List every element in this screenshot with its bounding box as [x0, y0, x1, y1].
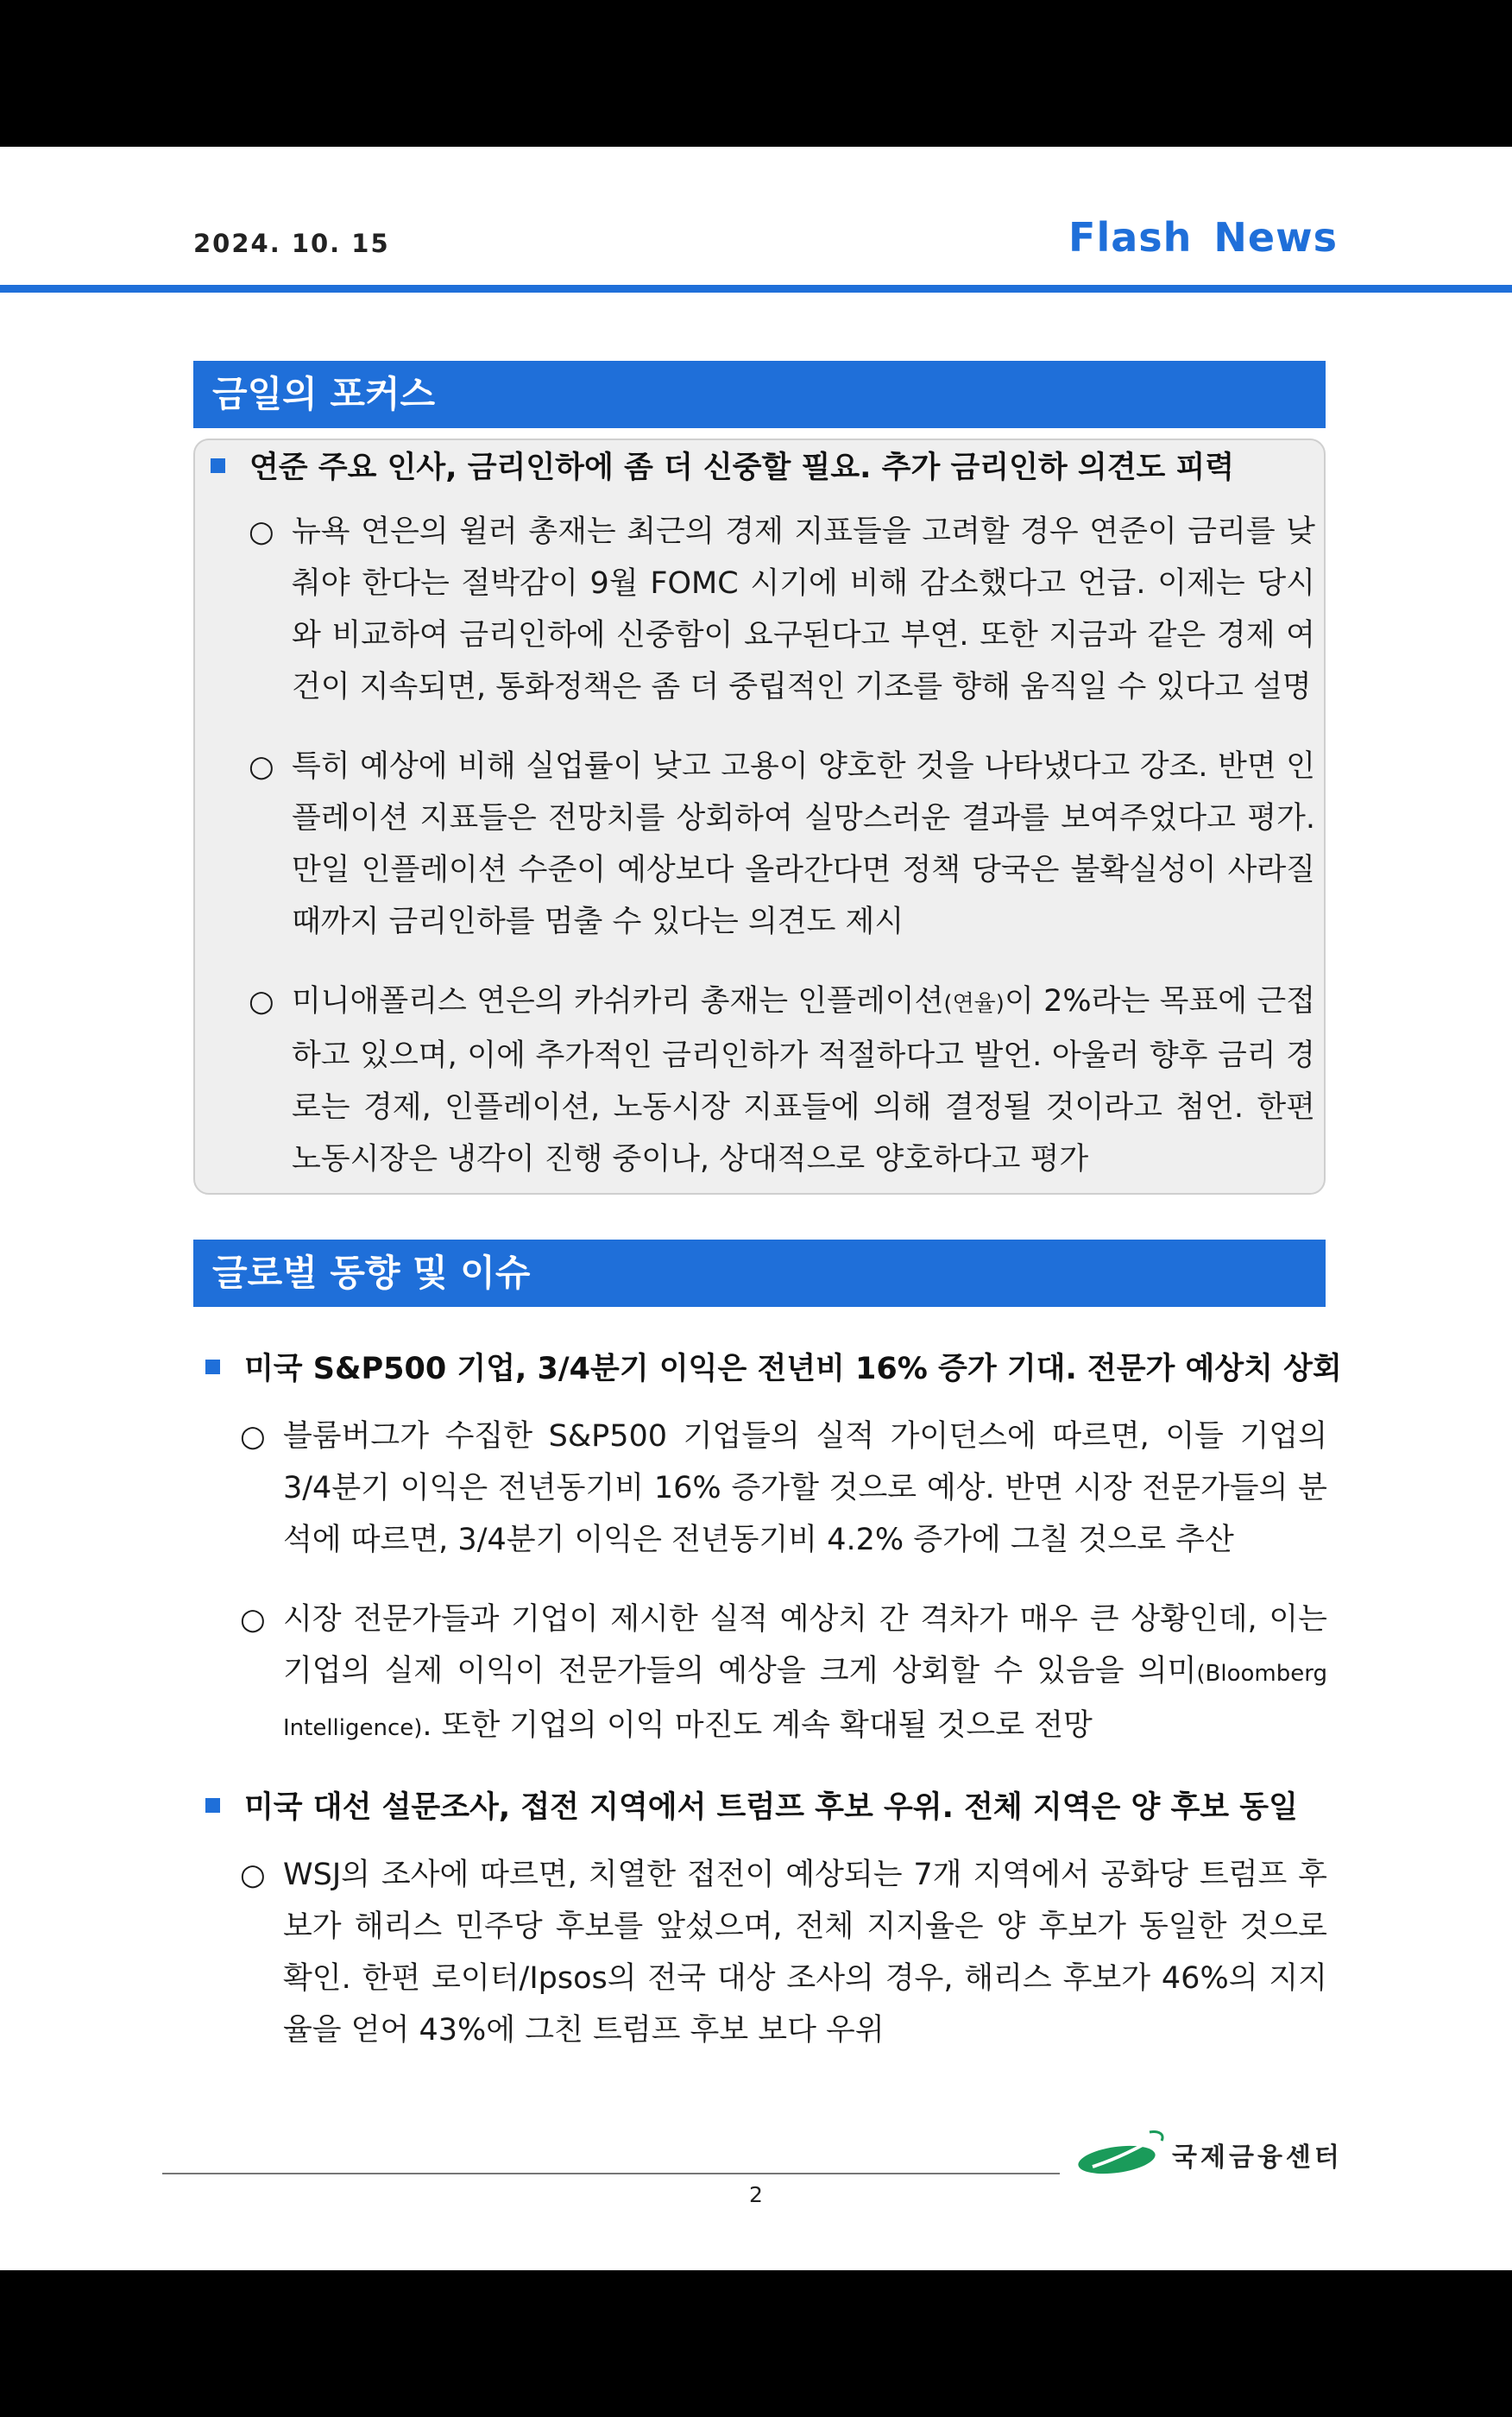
- leaf-logo-icon: [1075, 2129, 1170, 2180]
- section-title-focus: 금일의 포커스: [193, 361, 1326, 428]
- topic-1-bullet-2: ○ 시장 전문가들과 기업이 제시한 실적 예상치 간 격차가 매우 큰 상황인데, 이는 기업의 실제 이익이 전문가들의 예상을 크게 상회할 수 있음을 의미(Bloomberg Intelligence). 또한 기업의 이익 마진도 계속 확대될 것으로 전망: [240, 1593, 1327, 1754]
- circle-bullet-icon: ○: [249, 749, 274, 784]
- footer-rule: [162, 2173, 1060, 2174]
- report-brand: Flash News: [1068, 214, 1338, 261]
- focus-bullet-1: ○ 뉴욕 연은의 윌러 총재는 최근의 경제 지표들을 고려할 경우 연준이 금리를 낮춰야 한다는 절박감이 9월 FOMC 시기에 비해 감소했다고 언급. 이제는 당시와 비교하여 금리인하에 신중함이 요구된다고 부연. 또한 지금과 같은 경제 여건이 지속되면, 통화정책은 좀 더 중립적인 기조를 향해 움직일 수 있다고 설명: [249, 506, 1315, 713]
- header-rule: [0, 285, 1512, 293]
- topic-headline-1: 미국 S&P500 기업, 3/4분기 이익은 전년비 16% 증가 기대. 전문가 예상치 상회: [205, 1345, 1342, 1388]
- circle-bullet-icon: ○: [240, 1602, 266, 1637]
- focus-headline: 연준 주요 인사, 금리인하에 좀 더 신중할 필요. 추가 금리인하 의견도 피력: [211, 444, 1234, 487]
- report-date: 2024. 10. 15: [193, 229, 390, 258]
- topic-2-bullet-1: ○ WSJ의 조사에 따르면, 치열한 접전이 예상되는 7개 지역에서 공화당 트럼프 후보가 해리스 민주당 후보를 앞섰으며, 전체 지지율은 양 후보가 동일한 것으로 확인. 한편 로이터/Ipsos의 전국 대상 조사의 경우, 해리스 후보가 46%의 지지율을 얻어 43%에 그친 트럼프 후보 보다 우위: [240, 1849, 1327, 2056]
- circle-bullet-icon: ○: [249, 514, 274, 549]
- topic-headline-2: 미국 대선 설문조사, 접전 지역에서 트럼프 후보 우위. 전체 지역은 양 후보 동일: [205, 1783, 1298, 1827]
- document-page: [0, 147, 1512, 2270]
- square-bullet-icon: [205, 1798, 220, 1813]
- org-name: 국제금융센터: [1172, 2142, 1343, 2173]
- section-title-global: 글로벌 동향 및 이슈: [193, 1240, 1326, 1307]
- square-bullet-icon: [205, 1360, 220, 1374]
- circle-bullet-icon: ○: [240, 1858, 266, 1892]
- circle-bullet-icon: ○: [249, 984, 274, 1019]
- org-logo: [1075, 2129, 1343, 2180]
- circle-bullet-icon: ○: [240, 1419, 266, 1454]
- page-number: 2: [749, 2182, 763, 2207]
- focus-bullet-3: ○ 미니애폴리스 연은의 카쉬카리 총재는 인플레이션(연율)이 2%라는 목표에 근접하고 있으며, 이에 추가적인 금리인하가 적절하다고 발언. 아울러 향후 금리 경로는 경제, 인플레이션, 노동시장 지표들에 의해 결정될 것이라고 첨언. 한편 노동시장은 냉각이 진행 중이나, 상대적으로 양호하다고 평가: [249, 975, 1315, 1185]
- topic-1-bullet-1: ○ 블룸버그가 수집한 S&P500 기업들의 실적 가이던스에 따르면, 이들 기업의 3/4분기 이익은 전년동기비 16% 증가할 것으로 예상. 반면 시장 전문가들의 분석에 따르면, 3/4분기 이익은 전년동기비 4.2% 증가에 그칠 것으로 추산: [240, 1410, 1327, 1566]
- focus-bullet-2: ○ 특히 예상에 비해 실업률이 낮고 고용이 양호한 것을 나타냈다고 강조. 반면 인플레이션 지표들은 전망치를 상회하여 실망스러운 결과를 보여주었다고 평가. 만일 인플레이션 수준이 예상보다 올라간다면 정책 당국은 불확실성이 사라질 때까지 금리인하를 멈출 수 있다는 의견도 제시: [249, 741, 1315, 948]
- square-bullet-icon: [211, 458, 225, 473]
